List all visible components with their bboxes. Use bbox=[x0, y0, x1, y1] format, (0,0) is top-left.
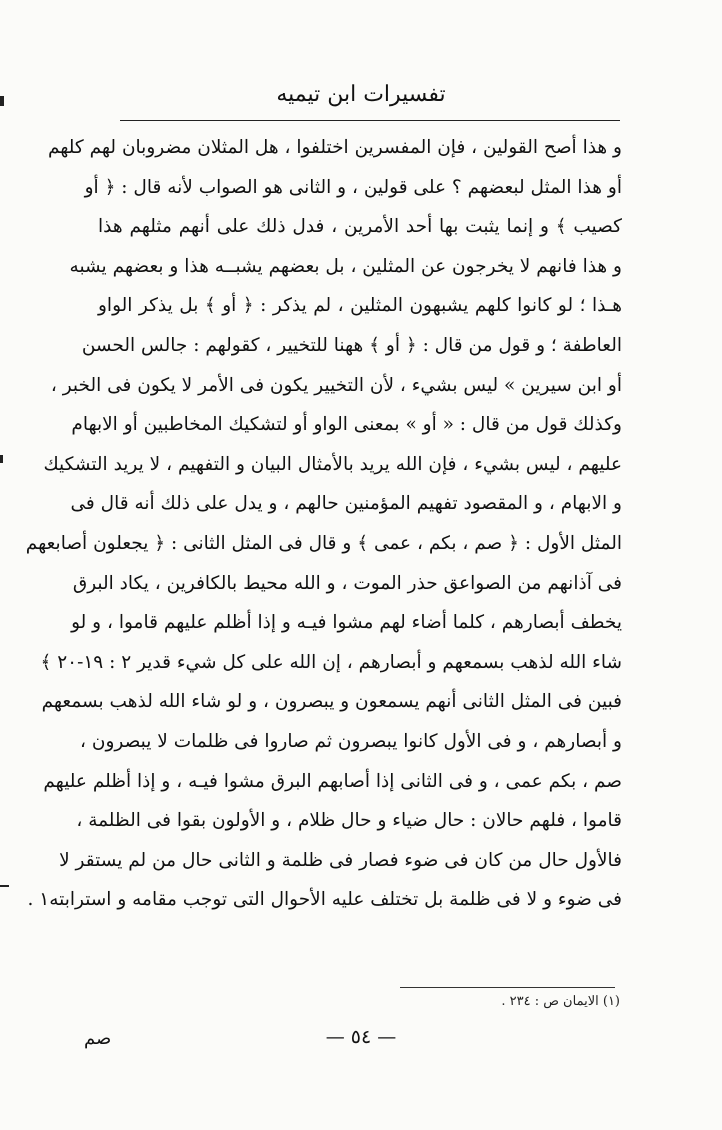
header-rule bbox=[120, 120, 620, 121]
text-line: و أبصارهم ، و فى الأول كانوا يبصرون ثم صاروا فى ظلمات لا يبصرون ، bbox=[80, 730, 622, 752]
text-line: فبين فى المثل الثانى أنهم يسمعون و يبصرون ، و لو شاء الله لذهب بسمعهم bbox=[41, 691, 622, 713]
text-line: أو هذا المثل لبعضهم ؟ على قولين ، و الثانى هو الصواب لأنه قال : ﴿ أو bbox=[84, 176, 622, 198]
text-line: فى ضوء و لا فى ظلمة بل تختلف عليه الأحوال التى توجب مقامه و استرابته١ . bbox=[27, 889, 622, 911]
scan-edge-mark bbox=[0, 455, 3, 463]
text-line: و هذا أصح القولين ، فإن المفسرين اختلفوا ، هل المثلان مضروبان لهم كلهم bbox=[47, 137, 622, 158]
text-line: العاطفة ؛ و قول من قال : ﴿ أو ﴾ ههنا للتخيير ، كقولهم : جالس الحسن bbox=[81, 334, 622, 356]
text-line: وكذلك قول من قال : « أو » بمعنى الواو أو لتشكيك المخاطبين أو الابهام bbox=[71, 414, 622, 436]
running-head: تفسيرات ابن تيميه bbox=[276, 82, 446, 107]
printer-signature: صم bbox=[84, 1028, 112, 1049]
text-line: أو ابن سيرين » ليس بشيء ، لأن التخيير يكون فى الأمر لا يكون فى الخبر ، bbox=[50, 374, 622, 396]
footnote-rule bbox=[400, 987, 615, 988]
text-line: قاموا ، فلهم حالان : حال ضياء و حال ظلام ، و الأولون بقوا فى الظلمة ، bbox=[76, 810, 622, 832]
text-line: عليهم ، ليس بشيء ، فإن الله يريد بالأمثال البيان و التفهيم ، لا يريد التشكيك bbox=[43, 453, 622, 475]
text-line: المثل الأول : ﴿ صم ، بكم ، عمى ﴾ و قال فى المثل الثانى : ﴿ يجعلون أصابعهم bbox=[25, 532, 622, 554]
page-number: — ٥٤ — bbox=[325, 1026, 397, 1048]
footnote: (١) الايمان ص : ٢٣٤ . bbox=[501, 994, 620, 1009]
scan-edge-mark bbox=[0, 885, 9, 887]
scan-edge-mark bbox=[0, 96, 4, 106]
text-line: و هذا فانهم لا يخرجون عن المثلين ، بل بعضهم يشبــه هذا و بعضهم يشبه bbox=[69, 255, 622, 277]
text-line: هـذا ؛ لو كانوا كلهم يشبهون المثلين ، لم يذكر : ﴿ أو ﴾ بل يذكر الواو bbox=[98, 295, 622, 317]
text-line: يخطف أبصارهم ، كلما أضاء لهم مشوا فيـه و إذا أظلم عليهم قاموا ، و لو bbox=[71, 612, 622, 634]
text-line: و الابهام ، و المقصود تفهيم المؤمنين حالهم ، و يدل على ذلك أنه قال فى bbox=[70, 493, 622, 515]
text-line: صم ، بكم عمى ، و فى الثانى إذا أصابهم البرق مشوا فيـه ، و إذا أظلم عليهم bbox=[43, 770, 622, 792]
text-line: فى آذانهم من الصواعق حذر الموت ، و الله محيط بالكافرين ، يكاد البرق bbox=[72, 572, 622, 594]
text-line: كصيب ﴾ و إنما يثبت بها أحد الأمرين ، فدل ذلك على أنهم مثلهم هذا bbox=[98, 216, 622, 238]
body-text bbox=[25, 128, 622, 920]
text-line: فالأول حال من كان فى ضوء فصار فى ظلمة و الثانى حال من لم يستقر لا bbox=[59, 849, 622, 871]
text-line: شاء الله لذهب بسمعهم و أبصارهم ، إن الله على كل شيء قدير ٢ : ١٩-٢٠ ﴾ bbox=[40, 651, 622, 673]
